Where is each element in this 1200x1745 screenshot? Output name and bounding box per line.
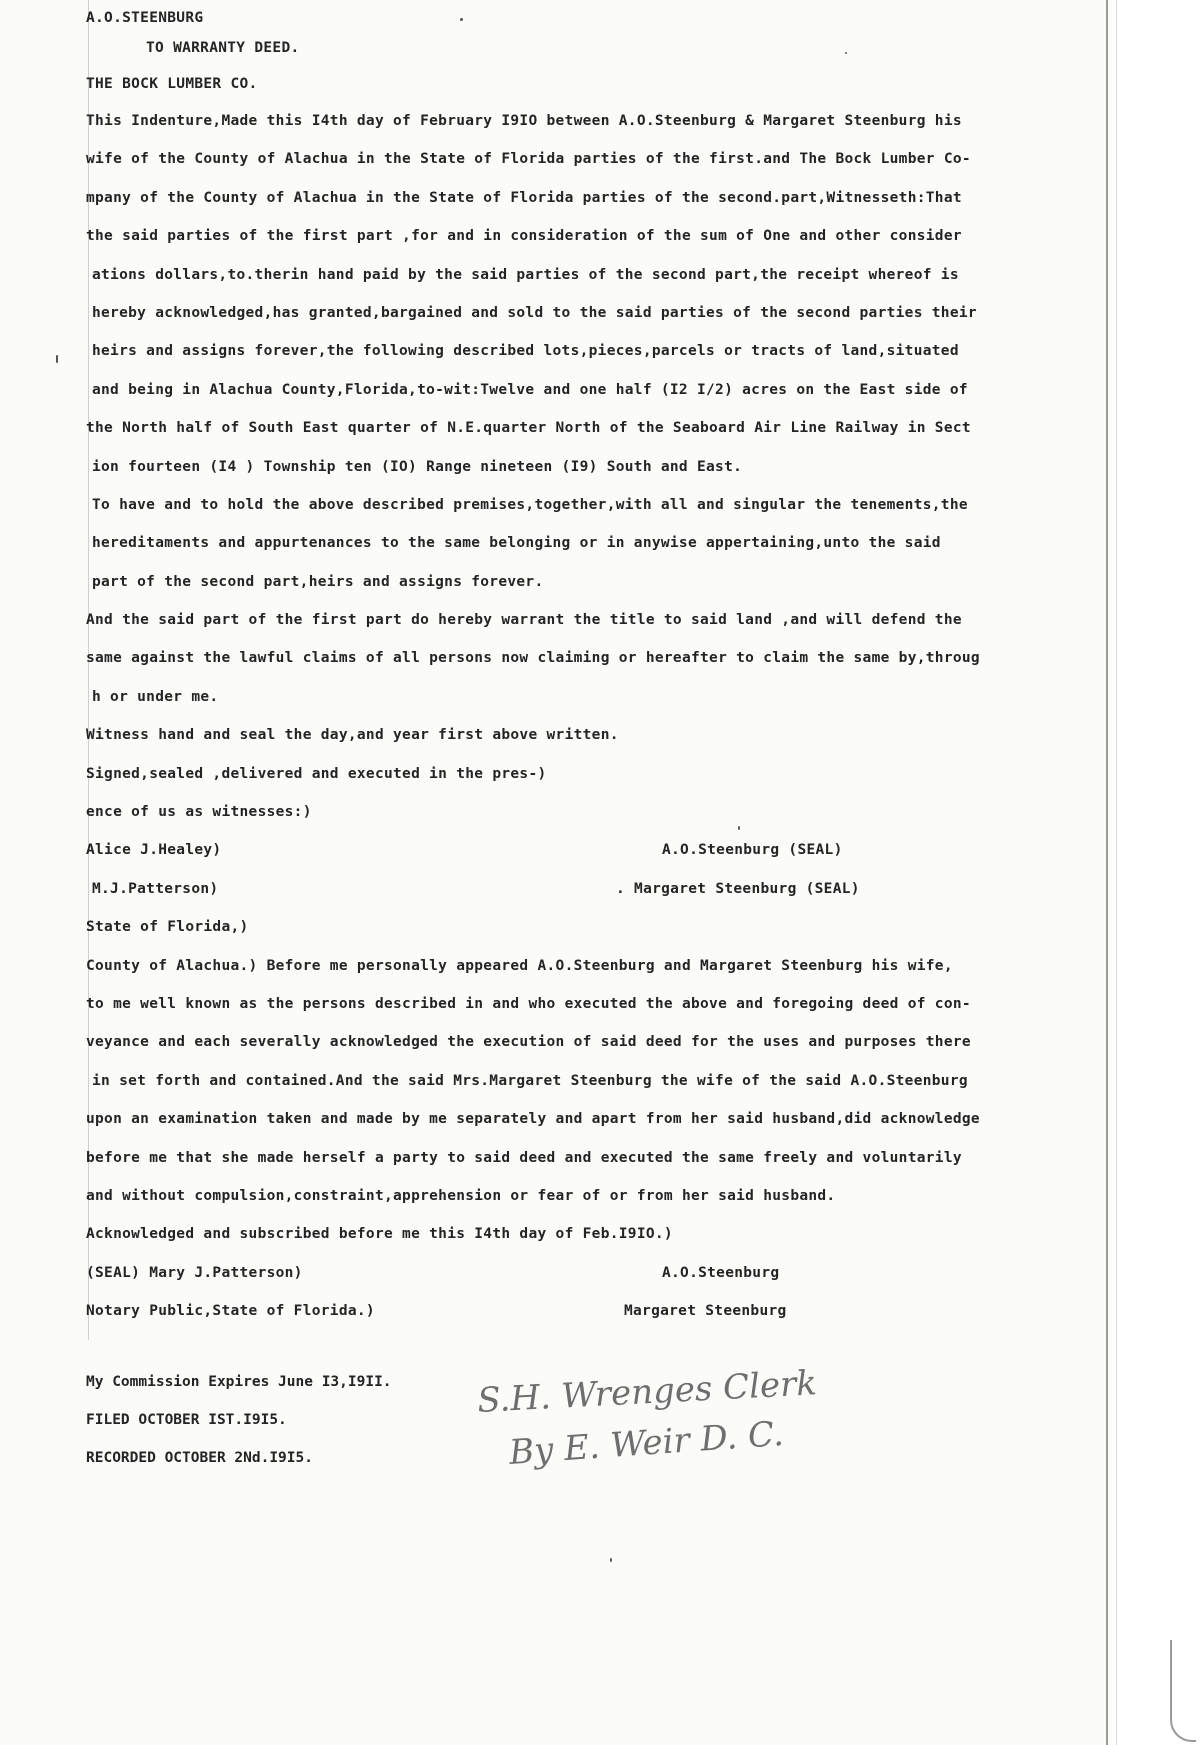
- body-line: hereby acknowledged,has granted,bargained and sold to the said parties of the second parties their: [92, 304, 977, 321]
- body-line: the North half of South East quarter of N.E.quarter North of the Seaboard Air Line Railway in Sect: [86, 420, 971, 437]
- witness-row: [86, 831, 1106, 869]
- body-line: This Indenture,Made this I4th day of February I9IO between A.O.Steenburg & Margaret Steenburg his: [86, 113, 962, 129]
- body-line: ations dollars,to.therin hand paid by the said parties of the second part,the receipt whereof is: [92, 266, 959, 283]
- body-line: and being in Alachua County,Florida,to-wit:Twelve and one half (I2 I/2) acres on the East side of: [92, 381, 968, 398]
- notary-name: (SEAL) Mary J.Patterson): [86, 1264, 303, 1281]
- filing-block: [86, 1363, 392, 1477]
- acknowledgment-line: and without compulsion,constraint,apprehension or fear of or from her said husband.: [86, 1187, 836, 1204]
- body-line: part of the second part,heirs and assigns forever.: [92, 573, 544, 590]
- body-line: wife of the County of Alachua in the State of Florida parties of the first.and The Bock Lumber Co-: [86, 151, 971, 168]
- clerk-signature-line2: By E. Weir D. C.: [507, 1413, 785, 1473]
- body-line: same against the lawful claims of all persons now claiming or hereafter to claim the same by,throug: [86, 650, 980, 667]
- deed-text: [86, 6, 1106, 1331]
- acknowledgment-line: upon an examination taken and made by me separately and apart from her said husband,did acknowledge: [86, 1111, 980, 1128]
- clerk-signature-line1: S.H. Wrenges Clerk: [476, 1363, 818, 1421]
- body-line: ence of us as witnesses:): [86, 804, 312, 821]
- acknowledgment-line: to me well known as the persons described in and who executed the above and foregoing deed of con-: [86, 995, 971, 1012]
- grantor-signature: . Margaret Steenburg (SEAL): [616, 880, 860, 897]
- body-line: mpany of the County of Alachua in the State of Florida parties of the second.part,Witnesseth:That: [86, 189, 962, 206]
- witness-name: Alice J.Healey): [86, 842, 222, 859]
- body-line: h or under me.: [92, 688, 219, 705]
- deed-type-line: TO WARRANTY DEED.: [146, 40, 300, 56]
- notary-row: [86, 1254, 1106, 1292]
- acknowledgment-line: Acknowledged and subscribed before me this I4th day of Feb.I9IO.): [86, 1226, 673, 1243]
- body-line: ion fourteen (I4 ) Township ten (IO) Range nineteen (I9) South and East.: [92, 458, 743, 475]
- acknowledgment-line: before me that she made herself a party to said deed and executed the same freely and voluntarily: [86, 1149, 962, 1166]
- body-line: To have and to hold the above described premises,together,with all and singular the tenements,the: [92, 496, 968, 513]
- page-edge-shadow: [1116, 0, 1117, 1745]
- body-line: hereditaments and appurtenances to the same belonging or in anywise appertaining,unto the said: [92, 535, 941, 552]
- witness-name: M.J.Patterson): [92, 880, 219, 897]
- ink-speck: [56, 355, 58, 363]
- grantor-line: A.O.STEENBURG: [86, 10, 204, 26]
- witness-row: [86, 870, 1106, 908]
- acknowledgment-line: County of Alachua.) Before me personally appeared A.O.Steenburg and Margaret Steenburg his wife,: [86, 957, 953, 974]
- grantor-signature: A.O.Steenburg (SEAL): [662, 842, 843, 859]
- filed-line: FILED OCTOBER IST.I9I5.: [86, 1412, 287, 1428]
- body-line: Witness hand and seal the day,and year first above written.: [86, 727, 619, 744]
- notary-row: [86, 1292, 1106, 1330]
- grantee-line: THE BOCK LUMBER CO.: [86, 76, 258, 92]
- recorded-line: RECORDED OCTOBER 2Nd.I9I5.: [86, 1450, 313, 1466]
- acknowledgment-line: State of Florida,): [86, 919, 249, 936]
- clerk-signature: [470, 1360, 830, 1490]
- acknowledgment-line: veyance and each severally acknowledged the execution of said deed for the uses and purposes there: [86, 1034, 971, 1051]
- acknowledgment-line: in set forth and contained.And the said Mrs.Margaret Steenburg the wife of the said A.O.Steenburg: [92, 1072, 968, 1089]
- body-line: heirs and assigns forever,the following described lots,pieces,parcels or tracts of land,situated: [92, 343, 959, 360]
- acknowledged-signature: A.O.Steenburg: [662, 1264, 780, 1281]
- acknowledged-signature: Margaret Steenburg: [624, 1303, 787, 1320]
- commission-line: My Commission Expires June I3,I9II.: [86, 1374, 392, 1390]
- ink-speck: [610, 1558, 612, 1562]
- body-line: the said parties of the first part ,for and in consideration of the sum of One and other consider: [86, 228, 962, 245]
- page-curl: [1170, 1640, 1196, 1742]
- body-line: And the said part of the first part do hereby warrant the title to said land ,and will defend the: [86, 612, 962, 629]
- notary-title: Notary Public,State of Florida.): [86, 1303, 375, 1320]
- page-edge: [1106, 0, 1108, 1745]
- body-line: Signed,sealed ,delivered and executed in the pres-): [86, 765, 547, 782]
